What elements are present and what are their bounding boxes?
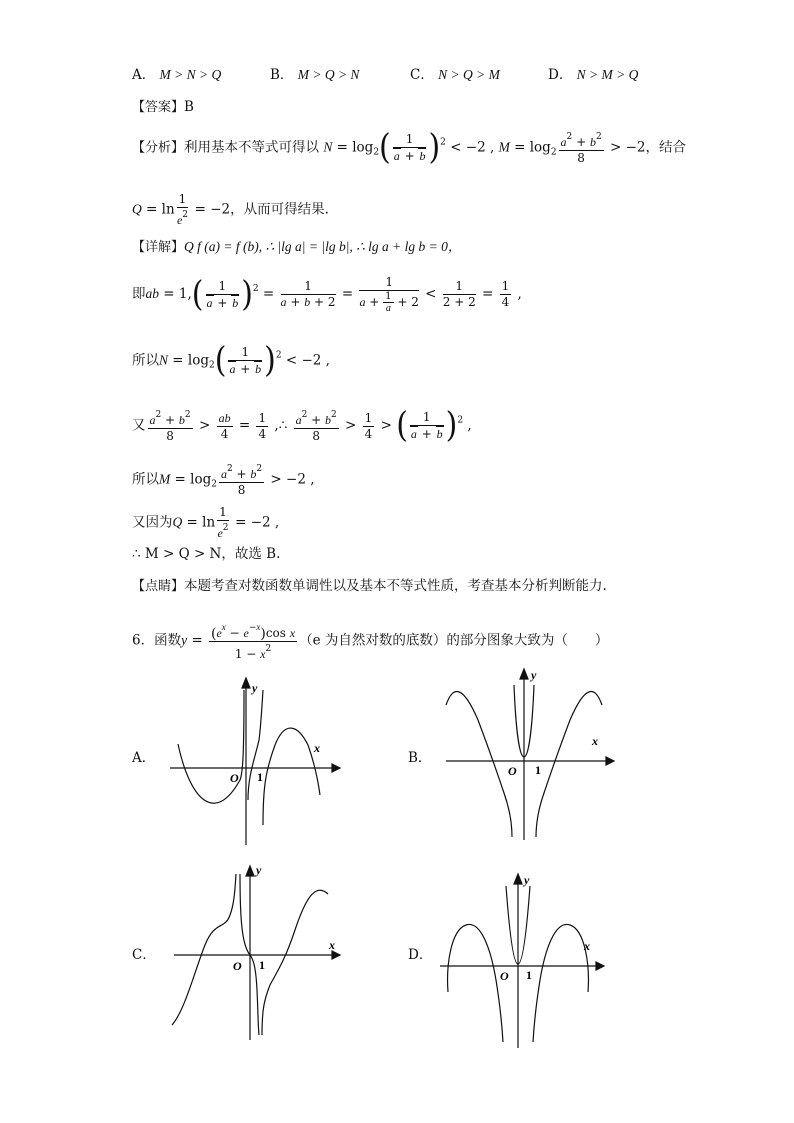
graph-a-curve-left xyxy=(178,690,244,803)
detail-l1: Q f (a) = f (b), ∴ |lg a| = |lg b|, ∴ lg a + lg b = 0， xyxy=(184,239,462,254)
graph-d xyxy=(436,870,616,1050)
graph-d-curve-left xyxy=(448,924,503,1042)
graph-c-x-label: x xyxy=(329,938,335,952)
option-b-expr: M > Q > N xyxy=(297,67,360,82)
detail-line-2: 即ab = 1,( $\frac{1}{a + b}$ )$^2$ = $\frac{1}{a + b + 2}$ = 1 a + $\frac{1}{a}$ + 2 < $\frac{1}{2 + 2}$ = $\frac{1}{4}$ , xyxy=(132,273,522,315)
graph-a xyxy=(160,670,350,850)
option-d-label: D． xyxy=(548,67,573,83)
detail-l4-prefix: 又 xyxy=(132,417,146,434)
comment-tag: 【点睛】 xyxy=(132,579,185,594)
graph-b-curve-right xyxy=(536,691,602,837)
analysis-text-3: ，从而可得结果. xyxy=(230,201,329,218)
graph-d-x-arrow xyxy=(596,962,604,970)
graph-b-x-arrow xyxy=(606,757,614,765)
graph-a-origin: O xyxy=(230,771,239,785)
detail-tag: 【详解】 xyxy=(132,240,185,255)
answer-tag: 【答案】 xyxy=(132,100,185,115)
option-a-expr: M > N > Q xyxy=(159,67,222,82)
graph-b-y-label: y xyxy=(531,668,537,682)
comment-line xyxy=(132,577,607,596)
answer-value: B xyxy=(184,99,194,115)
detail-l6-prefix: 又因为 xyxy=(132,514,173,531)
graph-b-origin: O xyxy=(508,764,517,778)
detail-l2-prefix: 即 xyxy=(132,286,146,302)
q6-number: 6．函数 xyxy=(132,632,182,649)
detail-l3-prefix: 所以 xyxy=(132,352,159,369)
detail-line-3: 所以$N = \log_2$( $\frac{1}{a + b}$ )$^2$ < −2 , xyxy=(132,340,330,381)
graph-c-curve-left xyxy=(172,874,236,1025)
graph-d-origin: O xyxy=(500,969,509,983)
detail-line-1 xyxy=(132,238,461,257)
graph-d-y-arrow xyxy=(514,874,522,884)
graph-b xyxy=(438,665,618,845)
graph-a-y-label: y xyxy=(252,681,258,695)
option-b-label: B． xyxy=(270,67,294,83)
option-d-expr: N > M > Q xyxy=(576,67,639,82)
graph-d-x-label: x xyxy=(584,939,590,953)
detail-l5-prefix: 所以 xyxy=(132,471,159,488)
graph-d-one: 1 xyxy=(526,968,532,982)
option-d xyxy=(548,66,638,84)
graph-b-label: B． xyxy=(408,750,432,766)
graph-b-curve-left xyxy=(446,691,512,837)
graph-b-one: 1 xyxy=(535,763,541,777)
graph-c-label: C． xyxy=(132,947,156,963)
option-c-label: C． xyxy=(410,67,434,83)
detail-line-7 xyxy=(132,545,280,563)
detail-line-4: 又 $\frac{a^2 + b^2}{8}$ > $\frac{ab}{4}$ = $\frac{1}{4}$ ,∴ $\frac{a^2 + b^2}{8}$ > $\frac{1}{4}$ > ( $\frac{1}{a + b}$ )$^2$ , xyxy=(132,405,472,446)
comment-text: 本题考查对数函数单调性以及基本不等式性质，考查基本分析判断能力. xyxy=(184,578,607,594)
q6-note: （e 为自然对数的底数）的部分图象大致为（ ） xyxy=(299,632,609,649)
answer-line xyxy=(132,98,194,117)
analysis-text-2: ，结合 xyxy=(645,139,686,156)
graph-a-curve-right xyxy=(263,728,320,825)
question-6: 6．函数y = $\frac{(e^x - e^{-x})\cos x}{1 - x^2}$ （e 为自然对数的底数）的部分图象大致为（ ） xyxy=(132,622,609,661)
graph-a-label: A． xyxy=(132,750,156,766)
option-a xyxy=(132,66,221,84)
option-c xyxy=(410,66,500,84)
graph-c-y-label: y xyxy=(256,863,262,877)
graph-d-y-label: y xyxy=(524,873,530,887)
analysis-line-1: 【分析】利用基本不等式可得以 $N = \log_2$( $\frac{1}{a + b}$ )$^2$ < −2 , $M = \log_2$ $\frac{a^2 + b^2}{8}$ > −2，结合 xyxy=(132,127,686,168)
graph-b-x-label: x xyxy=(592,734,598,748)
analysis-text-1: 利用基本不等式可得以 xyxy=(184,139,320,156)
option-a-label: A． xyxy=(132,67,156,83)
detail-line-5: 所以$M = \log_2$ $\frac{a^2 + b^2}{8}$ > −2 , xyxy=(132,464,315,497)
graph-d-curve-right xyxy=(533,924,588,1042)
graph-a-x-label: x xyxy=(314,741,320,755)
analysis-tag: 【分析】 xyxy=(132,140,185,156)
graph-c-y-arrow xyxy=(246,866,254,876)
graph-c-x-arrow xyxy=(332,951,340,959)
graph-a-y-arrow xyxy=(242,678,250,688)
option-c-expr: N > Q > M xyxy=(438,67,500,82)
graph-c xyxy=(160,860,350,1045)
graph-b-y-arrow xyxy=(520,669,528,679)
analysis-line-2: Q = ln $\frac{1}{e^2}$ = −2，从而可得结果. xyxy=(132,192,329,227)
graph-a-one: 1 xyxy=(257,770,263,784)
analysis-formula-n: N xyxy=(323,139,333,155)
detail-line-6: 又因为Q = ln $\frac{1}{e^2}$ = −2 , xyxy=(132,505,280,540)
graph-d-label: D． xyxy=(408,947,433,963)
detail-l7: ∴ M > Q > N，故选 B. xyxy=(132,546,281,562)
graph-c-curve-right xyxy=(262,890,328,1035)
graph-a-x-arrow xyxy=(332,764,340,772)
graph-c-one: 1 xyxy=(259,958,265,972)
graph-c-origin: O xyxy=(233,959,242,973)
option-b xyxy=(270,66,359,84)
